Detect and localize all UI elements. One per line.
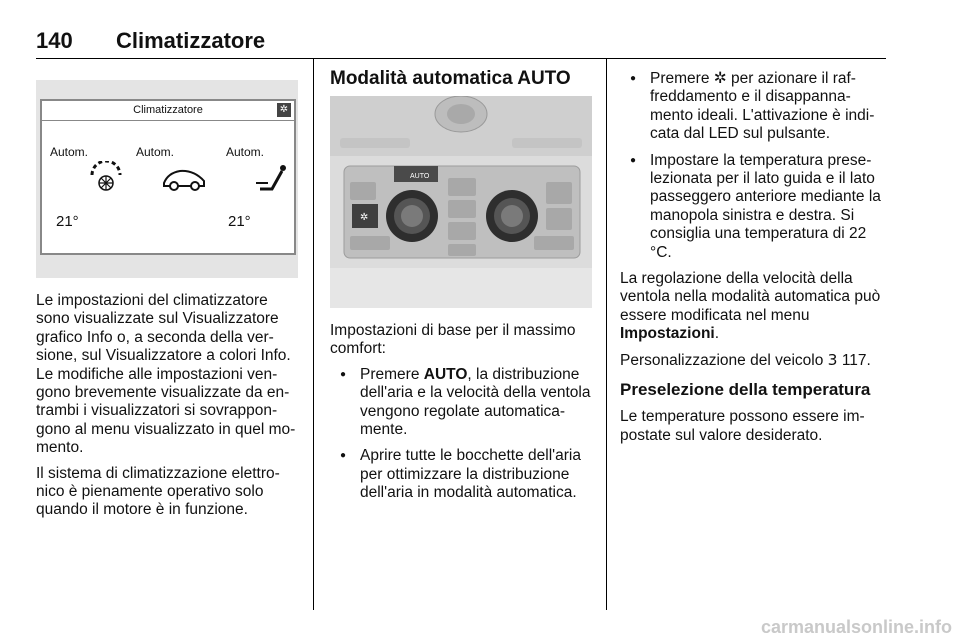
temperature-left: 21° xyxy=(56,213,79,230)
paragraph-basic-settings: Impostazioni di base per il massimo comfort: xyxy=(330,322,576,358)
list-item xyxy=(330,366,595,440)
column-3 xyxy=(620,70,888,452)
paragraph-text: La regolazione della velocità della ventola nella modalità automatica può essere modificata nel menu xyxy=(620,270,881,324)
bullet-text: Premere xyxy=(360,365,424,383)
bullet-text: , la distribuzione dell'aria e la velocità della ventola vengono regolate automatica-mente. xyxy=(360,365,591,439)
paragraph-display-info: Le impostazioni del climatizzatore sono visualizzate sul Visualizzatore grafico Info o, a seconda della ver-sione, sul Visualizzatore a colori Info. Le modifiche alle impostazioni ven-gono brevemente visualizzate da en-trambi i visualizzatori si sovrappon-gono al menu visualizzato in quel mo-mento. xyxy=(36,292,296,457)
settings-term: Impostazioni xyxy=(620,325,715,343)
auto-label-fan: Autom. xyxy=(50,145,89,159)
bullet-text: per azionare il raf-freddamento e il disappanna-mento ideali. L'attivazione è indi-cata dal LED sul pulsante. xyxy=(650,70,875,143)
auto-bullet-list xyxy=(330,366,595,503)
settings-icon: ✲ xyxy=(277,103,291,117)
list-item: ● Aprire tutte le bocchette dell'aria per ottimizzare la distribuzione dell'aria in modalità automatica. xyxy=(330,447,595,502)
list-item: ● Impostare la temperatura prese-lezionata per il lato guida e il lato passeggero anteriore mediante la manopola sinistra e destra. Si consiglia una temperatura di 22 °C. xyxy=(620,152,888,262)
display-title: Climatizzatore xyxy=(133,104,203,116)
paragraph-text: Personalizzazione del veicolo xyxy=(620,351,828,369)
temperature-right: 21° xyxy=(228,213,251,230)
paragraph-fan-speed xyxy=(620,270,888,344)
header-rule xyxy=(36,58,886,59)
auto-button-label: AUTO xyxy=(410,173,430,180)
paragraph-system-operative: Il sistema di climatizzazione elettro-nico è pienamente operativo solo quando il motore è in funzione. xyxy=(36,464,280,519)
defrost-icon: ✲ xyxy=(713,70,727,87)
defrost-bullet-list xyxy=(620,70,888,262)
chapter-title: Climatizzatore xyxy=(116,28,266,53)
display-screen xyxy=(40,99,296,255)
page-header xyxy=(36,18,886,52)
watermark: carmanualsonline.info xyxy=(760,617,952,637)
auto-term: AUTO xyxy=(423,365,468,383)
auto-label-distribution: Autom. xyxy=(136,145,175,159)
column-2-text xyxy=(330,322,595,511)
control-panel-figure xyxy=(330,96,592,308)
page-reference: 117. xyxy=(837,351,871,369)
climate-display-figure xyxy=(36,80,298,278)
control-panel-illustration xyxy=(330,96,592,308)
page-reference-arrow-icon: 3 xyxy=(827,350,838,369)
list-item xyxy=(620,70,888,144)
paragraph-temperatures: Le temperature possono essere im-postate sul valore desiderato. xyxy=(620,408,865,444)
seat-airflow-icon xyxy=(252,161,292,195)
column-divider-2 xyxy=(606,58,607,610)
fan-speed-icon xyxy=(86,161,126,195)
air-distribution-car-icon xyxy=(160,161,208,195)
column-2 xyxy=(330,68,595,98)
bullet-text: Premere xyxy=(650,70,714,87)
svg-text:✲: ✲ xyxy=(360,212,369,223)
paragraph-personalization xyxy=(620,351,888,370)
column-divider-1 xyxy=(313,58,314,610)
page-number: 140 xyxy=(36,28,73,53)
display-title-rule xyxy=(42,120,294,121)
section-heading-auto: Modalità automatica AUTO xyxy=(330,68,571,89)
column-1 xyxy=(36,292,301,527)
section-heading-preselection: Preselezione della temperatura xyxy=(620,380,871,400)
auto-label-seat: Autom. xyxy=(226,145,265,159)
paragraph-text: . xyxy=(714,325,720,343)
